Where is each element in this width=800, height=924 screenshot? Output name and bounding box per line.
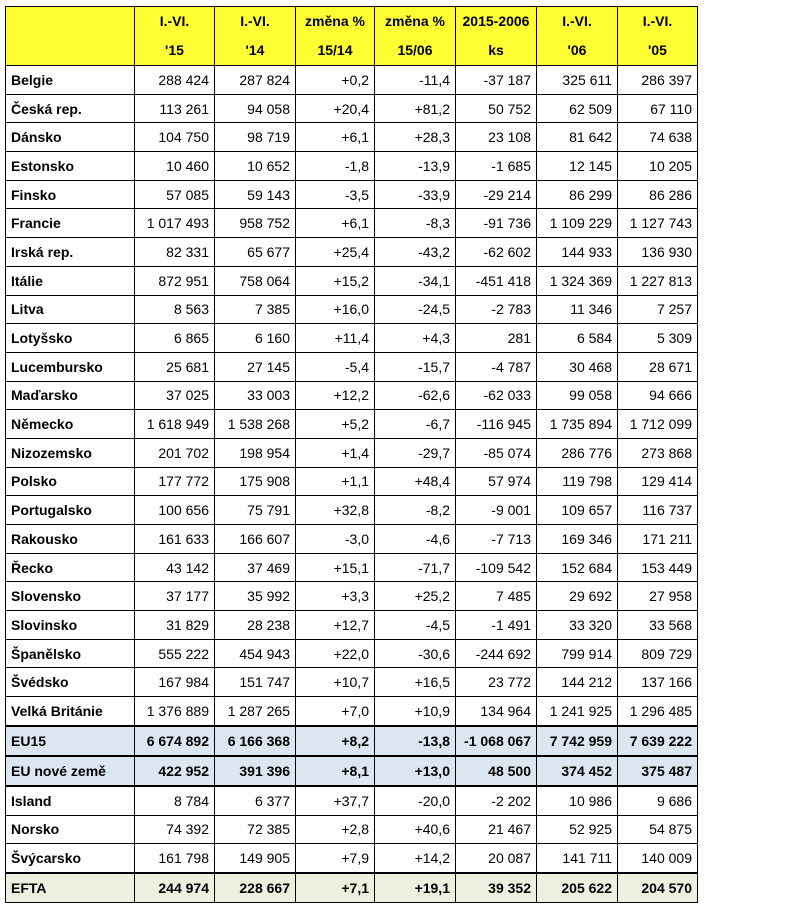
table-cell: 134 964 [456, 697, 537, 726]
table-cell: 28 238 [215, 611, 296, 640]
row-label: Irská rep. [6, 238, 135, 267]
table-cell: 244 974 [135, 873, 215, 903]
table-cell: -33,9 [375, 180, 456, 209]
table-cell: 37 025 [135, 381, 215, 410]
table-cell: 30 468 [537, 352, 618, 381]
table-cell: +10,9 [375, 697, 456, 726]
row-label: Česká rep. [6, 94, 135, 123]
header-row-1 [6, 7, 698, 37]
table-cell: 325 611 [537, 66, 618, 95]
table-cell: +11,4 [296, 324, 375, 353]
row-label: Slovinsko [6, 611, 135, 640]
table-cell: -3,0 [296, 525, 375, 554]
header-cell: I.-VI. [618, 7, 698, 37]
table-cell: 1 712 099 [618, 410, 698, 439]
table-cell: 151 747 [215, 668, 296, 697]
table-cell: 98 719 [215, 123, 296, 152]
table-cell: -4,6 [375, 525, 456, 554]
table-cell: 27 958 [618, 582, 698, 611]
eu15-total-row [6, 726, 698, 756]
table-cell: 10 460 [135, 152, 215, 181]
table-row [6, 639, 698, 668]
row-label: Litva [6, 295, 135, 324]
table-cell: 6 865 [135, 324, 215, 353]
table-cell: +32,8 [296, 496, 375, 525]
table-cell: 288 424 [135, 66, 215, 95]
table-row [6, 238, 698, 267]
row-label: Norsko [6, 815, 135, 844]
table-row [6, 152, 698, 181]
table-cell: -29,7 [375, 438, 456, 467]
table-cell: +20,4 [296, 94, 375, 123]
header-cell: 15/06 [375, 36, 456, 66]
table-cell: 144 212 [537, 668, 618, 697]
table-cell: 86 286 [618, 180, 698, 209]
table-cell: 62 509 [537, 94, 618, 123]
table-cell: +16,0 [296, 295, 375, 324]
table-cell: +6,1 [296, 123, 375, 152]
table-cell: +22,0 [296, 639, 375, 668]
table-cell: 65 677 [215, 238, 296, 267]
table-cell: 54 875 [618, 815, 698, 844]
table-row [6, 324, 698, 353]
table-cell: 1 376 889 [135, 697, 215, 726]
table-cell: -451 418 [456, 266, 537, 295]
table-cell: 50 752 [456, 94, 537, 123]
registrations-table [5, 6, 698, 903]
table-cell: 119 798 [537, 467, 618, 496]
table-cell: 33 003 [215, 381, 296, 410]
table-cell: +37,7 [296, 786, 375, 815]
table-cell: 74 638 [618, 123, 698, 152]
table-cell: 1 227 813 [618, 266, 698, 295]
table-cell: 7 742 959 [537, 726, 618, 756]
table-cell: -244 692 [456, 639, 537, 668]
table-cell: -13,8 [375, 726, 456, 756]
table-cell: -37 187 [456, 66, 537, 95]
table-cell: -62,6 [375, 381, 456, 410]
header-cell: 2015-2006 [456, 7, 537, 37]
table-cell: 23 772 [456, 668, 537, 697]
table-cell: 6 377 [215, 786, 296, 815]
table-cell: 809 729 [618, 639, 698, 668]
table-cell: 6 166 368 [215, 726, 296, 756]
table-cell: +4,3 [375, 324, 456, 353]
table-cell: 33 568 [618, 611, 698, 640]
table-cell: -109 542 [456, 553, 537, 582]
table-cell: 7 257 [618, 295, 698, 324]
row-label: Švédsko [6, 668, 135, 697]
header-cell: I.-VI. [215, 7, 296, 37]
table-cell: 1 324 369 [537, 266, 618, 295]
table-cell: -1 491 [456, 611, 537, 640]
table-row [6, 611, 698, 640]
table-cell: 454 943 [215, 639, 296, 668]
table-cell: 281 [456, 324, 537, 353]
table-cell: 7 385 [215, 295, 296, 324]
table-cell: 116 737 [618, 496, 698, 525]
table-row [6, 266, 698, 295]
table-cell: 6 584 [537, 324, 618, 353]
table-cell: 9 686 [618, 786, 698, 815]
table-cell: 72 385 [215, 815, 296, 844]
table-cell: 6 674 892 [135, 726, 215, 756]
table-row [6, 553, 698, 582]
table-cell: 1 109 229 [537, 209, 618, 238]
table-cell: +8,2 [296, 726, 375, 756]
table-cell: 100 656 [135, 496, 215, 525]
table-cell: +14,2 [375, 844, 456, 873]
table-row [6, 496, 698, 525]
row-label: Belgie [6, 66, 135, 95]
table-cell: +48,4 [375, 467, 456, 496]
table-cell: 141 711 [537, 844, 618, 873]
row-label: Slovensko [6, 582, 135, 611]
table-cell: -5,4 [296, 352, 375, 381]
table-cell: 10 986 [537, 786, 618, 815]
table-cell: 81 642 [537, 123, 618, 152]
header-cell: '05 [618, 36, 698, 66]
eu-new-total-row [6, 756, 698, 786]
table-cell: 57 974 [456, 467, 537, 496]
table-cell: 37 469 [215, 553, 296, 582]
table-cell: 1 287 265 [215, 697, 296, 726]
table-cell: +6,1 [296, 209, 375, 238]
header-cell: změna % [296, 7, 375, 37]
row-label: Maďarsko [6, 381, 135, 410]
row-label: Estonsko [6, 152, 135, 181]
table-cell: 37 177 [135, 582, 215, 611]
table-cell: -1,8 [296, 152, 375, 181]
table-cell: 113 261 [135, 94, 215, 123]
table-cell: 555 222 [135, 639, 215, 668]
table-cell: 144 933 [537, 238, 618, 267]
table-cell: 29 692 [537, 582, 618, 611]
table-cell: 167 984 [135, 668, 215, 697]
table-cell: 5 309 [618, 324, 698, 353]
table-cell: 67 110 [618, 94, 698, 123]
table-row [6, 815, 698, 844]
table-cell: +8,1 [296, 756, 375, 786]
table-cell: -4 787 [456, 352, 537, 381]
header-cell: '06 [537, 36, 618, 66]
header-cell: 15/14 [296, 36, 375, 66]
table-row [6, 844, 698, 873]
table-cell: +19,1 [375, 873, 456, 903]
table-cell: +10,7 [296, 668, 375, 697]
header-cell: I.-VI. [135, 7, 215, 37]
table-row [6, 438, 698, 467]
table-cell: -71,7 [375, 553, 456, 582]
table-cell: 140 009 [618, 844, 698, 873]
table-row [6, 697, 698, 726]
row-label: Dánsko [6, 123, 135, 152]
table-cell: 10 652 [215, 152, 296, 181]
header-cell: '14 [215, 36, 296, 66]
table-cell: +1,1 [296, 467, 375, 496]
table-cell: 758 064 [215, 266, 296, 295]
table-cell: 152 684 [537, 553, 618, 582]
table-cell: 1 538 268 [215, 410, 296, 439]
row-label: Švýcarsko [6, 844, 135, 873]
table-row [6, 123, 698, 152]
table-cell: 129 414 [618, 467, 698, 496]
efta-total-row [6, 873, 698, 903]
row-label: Nizozemsko [6, 438, 135, 467]
table-cell: 149 905 [215, 844, 296, 873]
row-label: Francie [6, 209, 135, 238]
table-cell: -8,2 [375, 496, 456, 525]
table-cell: 8 563 [135, 295, 215, 324]
table-cell: 171 211 [618, 525, 698, 554]
table-cell: 43 142 [135, 553, 215, 582]
table-cell: 35 992 [215, 582, 296, 611]
table-cell: +5,2 [296, 410, 375, 439]
table-cell: -2 202 [456, 786, 537, 815]
table-body [6, 66, 698, 903]
row-label: Německo [6, 410, 135, 439]
table-row [6, 352, 698, 381]
header-cell: '15 [135, 36, 215, 66]
table-cell: 6 160 [215, 324, 296, 353]
table-cell: 1 735 894 [537, 410, 618, 439]
table-cell: -11,4 [375, 66, 456, 95]
table-cell: 7 485 [456, 582, 537, 611]
table-cell: +15,2 [296, 266, 375, 295]
row-label: Řecko [6, 553, 135, 582]
table-cell: -15,7 [375, 352, 456, 381]
row-label: Finsko [6, 180, 135, 209]
table-cell: +7,9 [296, 844, 375, 873]
table-cell: -1 685 [456, 152, 537, 181]
table-row [6, 94, 698, 123]
table-cell: -34,1 [375, 266, 456, 295]
table-cell: +12,2 [296, 381, 375, 410]
table-cell: 177 772 [135, 467, 215, 496]
table-cell: 136 930 [618, 238, 698, 267]
table-cell: +25,2 [375, 582, 456, 611]
table-row [6, 295, 698, 324]
table-cell: 28 671 [618, 352, 698, 381]
table-cell: 8 784 [135, 786, 215, 815]
table-cell: 169 346 [537, 525, 618, 554]
table-cell: 175 908 [215, 467, 296, 496]
table-cell: 94 058 [215, 94, 296, 123]
table-cell: -30,6 [375, 639, 456, 668]
table-cell: -3,5 [296, 180, 375, 209]
table-cell: +81,2 [375, 94, 456, 123]
table-cell: +16,5 [375, 668, 456, 697]
table-cell: 109 657 [537, 496, 618, 525]
header-cell: I.-VI. [537, 7, 618, 37]
row-label: Španělsko [6, 639, 135, 668]
header-corner [6, 7, 135, 66]
row-label: Velká Británie [6, 697, 135, 726]
table-cell: 228 667 [215, 873, 296, 903]
table-cell: 161 798 [135, 844, 215, 873]
table-cell: -13,9 [375, 152, 456, 181]
table-row [6, 410, 698, 439]
table-cell: -62 033 [456, 381, 537, 410]
table-cell: 48 500 [456, 756, 537, 786]
table-cell: 286 397 [618, 66, 698, 95]
row-label: Rakousko [6, 525, 135, 554]
table-cell: +13,0 [375, 756, 456, 786]
table-cell: +12,7 [296, 611, 375, 640]
table-cell: +40,6 [375, 815, 456, 844]
table-row [6, 525, 698, 554]
table-row [6, 180, 698, 209]
table-cell: 205 622 [537, 873, 618, 903]
row-label: Polsko [6, 467, 135, 496]
table-cell: +28,3 [375, 123, 456, 152]
table-row [6, 381, 698, 410]
table-cell: 391 396 [215, 756, 296, 786]
table-cell: 59 143 [215, 180, 296, 209]
table-cell: 39 352 [456, 873, 537, 903]
table-cell: -6,7 [375, 410, 456, 439]
row-label: Lucembursko [6, 352, 135, 381]
table-cell: -29 214 [456, 180, 537, 209]
table-cell: +1,4 [296, 438, 375, 467]
row-label: Island [6, 786, 135, 815]
table-cell: -116 945 [456, 410, 537, 439]
table-cell: 74 392 [135, 815, 215, 844]
table-cell: 99 058 [537, 381, 618, 410]
table-cell: +2,8 [296, 815, 375, 844]
table-cell: +7,0 [296, 697, 375, 726]
table-cell: -20,0 [375, 786, 456, 815]
table-cell: -1 068 067 [456, 726, 537, 756]
table-row [6, 209, 698, 238]
table-cell: 31 829 [135, 611, 215, 640]
table-cell: 161 633 [135, 525, 215, 554]
row-label: Lotyšsko [6, 324, 135, 353]
table-cell: 7 639 222 [618, 726, 698, 756]
table-cell: -62 602 [456, 238, 537, 267]
table-cell: -91 736 [456, 209, 537, 238]
table-cell: 25 681 [135, 352, 215, 381]
table-cell: -43,2 [375, 238, 456, 267]
table-cell: 153 449 [618, 553, 698, 582]
table-row [6, 467, 698, 496]
table-cell: 872 951 [135, 266, 215, 295]
table-cell: -7 713 [456, 525, 537, 554]
table-cell: 94 666 [618, 381, 698, 410]
table-cell: 273 868 [618, 438, 698, 467]
table-cell: -24,5 [375, 295, 456, 324]
table-header [6, 7, 698, 66]
table-cell: 12 145 [537, 152, 618, 181]
header-cell: ks [456, 36, 537, 66]
table-cell: +0,2 [296, 66, 375, 95]
table-cell: 1 127 743 [618, 209, 698, 238]
table-cell: 86 299 [537, 180, 618, 209]
table-cell: +15,1 [296, 553, 375, 582]
table-cell: 375 487 [618, 756, 698, 786]
table-cell: 20 087 [456, 844, 537, 873]
table-cell: 104 750 [135, 123, 215, 152]
table-cell: +25,4 [296, 238, 375, 267]
table-cell: 201 702 [135, 438, 215, 467]
table-cell: 21 467 [456, 815, 537, 844]
table-cell: 75 791 [215, 496, 296, 525]
table-cell: 1 241 925 [537, 697, 618, 726]
table-cell: -8,3 [375, 209, 456, 238]
table-cell: 374 452 [537, 756, 618, 786]
table-cell: 1 296 485 [618, 697, 698, 726]
row-label: Portugalsko [6, 496, 135, 525]
table-cell: 82 331 [135, 238, 215, 267]
table-cell: +3,3 [296, 582, 375, 611]
table-cell: 10 205 [618, 152, 698, 181]
table-cell: 422 952 [135, 756, 215, 786]
table-cell: -4,5 [375, 611, 456, 640]
table-cell: 204 570 [618, 873, 698, 903]
table-cell: 57 085 [135, 180, 215, 209]
table-cell: 11 346 [537, 295, 618, 324]
table-cell: 286 776 [537, 438, 618, 467]
table-row [6, 668, 698, 697]
table-cell: -85 074 [456, 438, 537, 467]
table-row [6, 66, 698, 95]
header-cell: změna % [375, 7, 456, 37]
table-cell: 799 914 [537, 639, 618, 668]
row-label: EU nové země [6, 756, 135, 786]
table-cell: +7,1 [296, 873, 375, 903]
table-row [6, 582, 698, 611]
table-cell: 1 017 493 [135, 209, 215, 238]
row-label: EU15 [6, 726, 135, 756]
table-cell: 198 954 [215, 438, 296, 467]
table-cell: -2 783 [456, 295, 537, 324]
table-cell: 166 607 [215, 525, 296, 554]
table-cell: 52 925 [537, 815, 618, 844]
table-cell: 1 618 949 [135, 410, 215, 439]
table-cell: 958 752 [215, 209, 296, 238]
table-cell: -9 001 [456, 496, 537, 525]
table-cell: 33 320 [537, 611, 618, 640]
table-cell: 137 166 [618, 668, 698, 697]
table-cell: 287 824 [215, 66, 296, 95]
row-label: Itálie [6, 266, 135, 295]
table-cell: 23 108 [456, 123, 537, 152]
table-row [6, 786, 698, 815]
table-cell: 27 145 [215, 352, 296, 381]
row-label: EFTA [6, 873, 135, 903]
